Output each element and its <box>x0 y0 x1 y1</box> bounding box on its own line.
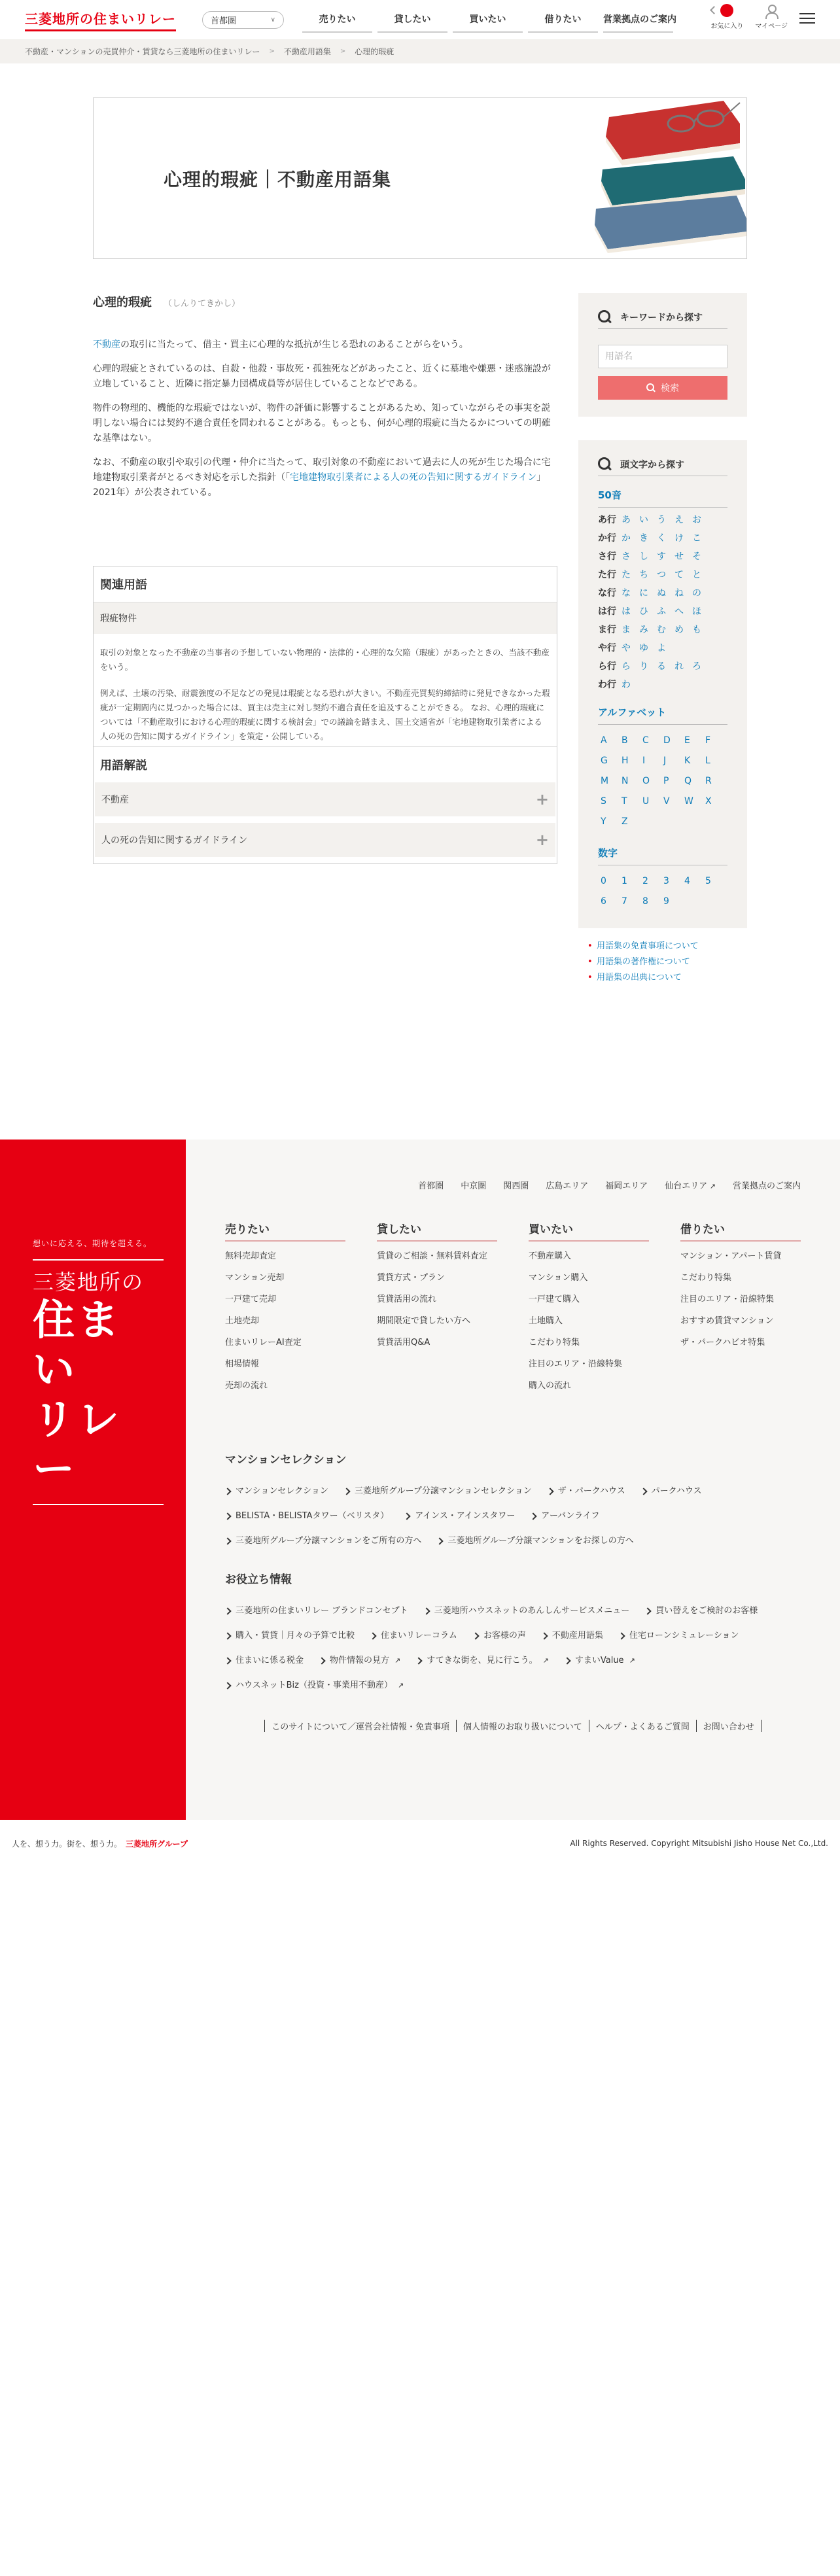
breadcrumb-glossary[interactable]: 不動産用語集 <box>283 47 331 56</box>
footer-tagline: 想いに応える、期待を超える。 <box>33 1239 152 1248</box>
footer-link[interactable]: 賃貸方式・プラン <box>377 1273 446 1283</box>
alphabet-link[interactable]: Q <box>684 775 692 786</box>
area-link[interactable]: 営業拠点のご案内 <box>732 1181 801 1191</box>
kana-row <box>598 568 727 581</box>
kana-row <box>598 586 727 599</box>
kana-link[interactable]: ほ <box>692 606 701 617</box>
accordion-label: 不動産 <box>101 795 129 805</box>
kana-link[interactable]: む <box>657 625 666 635</box>
footer-link[interactable]: 一戸建て売却 <box>225 1295 277 1304</box>
kana-link[interactable]: し <box>639 551 648 562</box>
mansion-links <box>225 1473 801 1548</box>
alphabet-link[interactable]: A <box>601 735 607 746</box>
footer-link[interactable]: マンションセレクション <box>225 1485 328 1498</box>
footer-link[interactable]: 住宅ローンシミュレーション <box>619 1629 739 1643</box>
kana-link[interactable]: て <box>674 570 684 580</box>
number-link[interactable]: 7 <box>621 896 627 907</box>
accordion-item[interactable] <box>95 823 555 857</box>
alphabet-link[interactable]: B <box>621 735 628 746</box>
footer-link[interactable]: 住まいリレーAI査定 <box>225 1338 302 1348</box>
footer-link[interactable]: 買い替えをご検討のお客様 <box>645 1605 758 1618</box>
hero-banner <box>93 97 747 259</box>
glossary-heading: 用語解説 <box>94 746 557 782</box>
footer-link[interactable]: 無料売却査定 <box>225 1251 277 1261</box>
accordion-item[interactable] <box>95 782 555 816</box>
plus-icon: + <box>535 831 549 849</box>
footer-link[interactable]: BELISTA・BELISTAタワー（ベリスタ） <box>225 1510 389 1523</box>
alphabet-section-title: アルファベット <box>598 705 727 725</box>
alphabet-link[interactable]: D <box>663 735 671 746</box>
footer-columns <box>225 1220 801 1393</box>
footer-link[interactable]: 期間限定で貸したい方へ <box>377 1316 471 1326</box>
alphabet-link[interactable]: V <box>663 795 670 807</box>
footer-link[interactable]: ハウスネットBiz（投資・事業用不動産） ↗ <box>225 1679 404 1692</box>
favorites-label: お気に入り <box>710 23 744 30</box>
chevron-right-icon: > <box>269 48 275 55</box>
footer-link[interactable]: 三菱地所の住まいリレー ブランドコンセプト <box>225 1605 408 1618</box>
breadcrumb <box>0 39 840 63</box>
guideline-link[interactable]: 宅地建物取引業者による人の死の告知に関するガイドライン <box>290 472 537 483</box>
useful-section-title: お役立ち情報 <box>225 1573 292 1586</box>
footer-column-title: 貸したい <box>377 1220 497 1242</box>
search-icon <box>598 310 612 324</box>
kana-link[interactable]: ゆ <box>639 643 648 653</box>
region-select[interactable] <box>202 11 284 29</box>
useful-links <box>225 1593 801 1692</box>
footer-link[interactable]: 土地購入 <box>529 1316 563 1326</box>
footer-bottom-link[interactable]: お問い合わせ <box>696 1720 761 1732</box>
site-header <box>0 0 840 39</box>
footer-brand-panel <box>0 1140 186 1820</box>
disclaimer-link[interactable]: • 用語集の免責事項について <box>597 939 747 954</box>
footer-link[interactable]: すてきな街を、見に行こう。 ↗ <box>416 1654 549 1667</box>
site-footer <box>0 1140 840 2576</box>
kana-link[interactable]: ひ <box>639 606 648 617</box>
mansion-section-title: マンションセレクション <box>225 1453 347 1467</box>
kana-link[interactable]: の <box>692 588 701 599</box>
footer-column-title: 売りたい <box>225 1220 345 1242</box>
accordion-label: 人の死の告知に関するガイドライン <box>101 835 248 846</box>
hamburger-menu-icon[interactable] <box>799 13 815 27</box>
footer-link[interactable]: 注目のエリア・沿線特集 <box>680 1295 775 1304</box>
footer-bottom-links <box>225 1720 801 1732</box>
kana-link[interactable]: え <box>674 515 684 525</box>
chevron-down-icon: ∨ <box>270 16 275 24</box>
glossary-info-links <box>578 939 747 986</box>
footer-bottom-link[interactable]: ヘルプ・よくあるご質問 <box>589 1720 696 1732</box>
footer-link[interactable]: 物件情報の見方 ↗ <box>319 1654 400 1667</box>
footer-link[interactable]: 不動産購入 <box>529 1251 572 1261</box>
plus-icon: + <box>535 790 549 809</box>
kana-link[interactable]: ら <box>621 661 631 672</box>
footer-link[interactable]: 賃貸のご相談・無料賃料査定 <box>377 1251 488 1261</box>
footer-column <box>225 1220 345 1393</box>
kana-row <box>598 531 727 544</box>
footer-column <box>680 1220 801 1393</box>
footer-link[interactable]: 三菱地所ハウスネットのあんしんサービスメニュー <box>424 1605 630 1618</box>
footer-link[interactable]: アーバンライフ <box>531 1510 599 1523</box>
kana-row-label: や行 <box>598 643 616 653</box>
keyword-search-title: キーワードから探す <box>620 313 703 323</box>
kana-row <box>598 641 727 654</box>
kana-row <box>598 513 727 526</box>
footer-links-panel <box>186 1140 840 1820</box>
kana-link[interactable]: く <box>657 533 666 544</box>
footer-link[interactable]: こだわり特集 <box>680 1273 732 1283</box>
number-index <box>598 871 729 911</box>
related-terms-heading: 関連用語 <box>94 566 557 602</box>
number-link[interactable]: 5 <box>705 875 711 886</box>
kana-link[interactable]: お <box>692 515 701 525</box>
area-link[interactable]: 中京圏 <box>461 1181 487 1191</box>
area-links <box>225 1179 801 1191</box>
footer-link[interactable]: 注目のエリア・沿線特集 <box>529 1359 623 1369</box>
search-button[interactable] <box>598 376 727 400</box>
term-reading: （しんりてきかし） <box>164 299 241 309</box>
sidebar <box>578 293 747 986</box>
copyright-link[interactable]: • 用語集の著作権について <box>597 954 747 970</box>
kana-row-label: さ行 <box>598 551 616 562</box>
search-icon <box>646 383 656 392</box>
alphabet-link[interactable]: J <box>663 755 667 766</box>
footer-link[interactable]: 賃貸活用Q&A <box>377 1338 430 1348</box>
kana-link[interactable]: ぬ <box>657 588 666 599</box>
breadcrumb-current: 心理的瑕疵 <box>355 47 394 56</box>
search-icon <box>598 457 612 472</box>
kana-row-label: た行 <box>598 570 616 580</box>
footer-column <box>377 1220 497 1393</box>
related-terms-box <box>93 566 557 864</box>
alphabet-link[interactable]: Z <box>621 816 628 827</box>
kana-link[interactable]: あ <box>621 515 631 525</box>
alphabet-link[interactable]: U <box>642 795 650 807</box>
mypage-label: マイページ <box>755 23 788 30</box>
kana-link[interactable]: ろ <box>692 661 701 672</box>
footer-brand-logo[interactable] <box>33 1259 164 1505</box>
alphabet-link[interactable]: E <box>684 735 690 746</box>
group-slogan: 人を、想う力。街を、想う力。 <box>12 1839 122 1849</box>
alphabet-index <box>598 730 729 831</box>
area-link[interactable]: 関西圏 <box>503 1181 529 1191</box>
kana-link[interactable]: ち <box>639 570 648 580</box>
footer-link[interactable]: 住まいリレーコラム <box>370 1629 457 1643</box>
related-term-text: 取引の対象となった不動産の当事者の予想していない物理的・法律的・心理的な欠陥（瑕疵）があったときの、当該不動産をいう。 <box>100 648 550 672</box>
alphabet-link[interactable]: L <box>705 755 710 766</box>
copyright-bar <box>0 1820 840 1867</box>
main-content <box>93 63 747 1140</box>
alphabet-link[interactable]: G <box>601 755 608 766</box>
footer-link[interactable]: 購入・賃貸｜月々の予算で比較 <box>225 1629 355 1643</box>
alphabet-link[interactable]: S <box>601 795 606 807</box>
kana-link[interactable]: へ <box>674 606 684 617</box>
kana-row-label: は行 <box>598 606 616 617</box>
footer-link[interactable]: 土地売却 <box>225 1316 260 1326</box>
kana-row-label: ま行 <box>598 625 616 635</box>
kana-link[interactable]: ね <box>674 588 684 599</box>
alphabet-link[interactable]: I <box>642 755 646 766</box>
area-link[interactable]: 首都圏 <box>418 1181 444 1191</box>
fudosan-link[interactable]: 不動産 <box>93 339 120 350</box>
alphabet-link[interactable]: H <box>621 755 629 766</box>
nav-rent[interactable]: 借りたい <box>528 7 598 33</box>
footer-link[interactable]: 不動産用語集 <box>542 1629 603 1643</box>
books-glasses-image <box>583 97 746 253</box>
nav-lend[interactable]: 貸したい <box>377 7 447 33</box>
footer-link[interactable]: 一戸建て購入 <box>529 1295 580 1304</box>
alphabet-link[interactable]: R <box>705 775 712 786</box>
footer-link[interactable]: 相場情報 <box>225 1359 260 1369</box>
kana-row-label: ら行 <box>598 661 616 672</box>
footer-link[interactable]: 三菱地所グループ分譲マンションをお探しの方へ <box>437 1535 633 1548</box>
alphabet-link[interactable]: X <box>705 795 712 807</box>
kana-link[interactable]: そ <box>692 551 701 562</box>
favorites-button[interactable] <box>710 4 743 30</box>
brand-line: 三菱地所の <box>33 1270 145 1295</box>
group-logo[interactable] <box>12 1838 188 1849</box>
chevron-right-icon: > <box>340 48 346 55</box>
alphabet-link[interactable]: F <box>705 735 711 746</box>
footer-link[interactable]: ザ・パークハウス <box>548 1485 625 1498</box>
footer-link[interactable]: マンション購入 <box>529 1273 588 1283</box>
footer-link[interactable]: ザ・パークハビオ特集 <box>680 1338 765 1348</box>
kana-link[interactable]: せ <box>674 551 684 562</box>
kana-link[interactable]: こ <box>692 533 701 544</box>
number-section-title: 数字 <box>598 846 727 865</box>
footer-bottom-link[interactable]: 個人情報のお取り扱いについて <box>456 1720 589 1732</box>
alphabet-link[interactable]: M <box>601 775 609 786</box>
kana-link[interactable]: つ <box>657 570 666 580</box>
kana-index <box>598 513 727 691</box>
footer-link[interactable]: おすすめ賃貸マンション <box>680 1316 774 1326</box>
footer-link[interactable]: アインス・アインスタワー <box>404 1510 515 1523</box>
kana-link[interactable]: れ <box>674 661 684 672</box>
brand-line: リレー <box>33 1396 122 1494</box>
footer-link[interactable]: 売却の流れ <box>225 1381 268 1391</box>
number-link[interactable]: 9 <box>663 896 669 907</box>
footer-link[interactable]: マンション・アパート賃貸 <box>680 1251 782 1261</box>
alphabet-link[interactable]: K <box>684 755 691 766</box>
number-link[interactable]: 4 <box>684 875 690 886</box>
kana-row <box>598 549 727 563</box>
kana-link[interactable]: き <box>639 533 648 544</box>
area-link[interactable]: 福岡エリア <box>605 1181 648 1191</box>
kana-link[interactable]: や <box>621 643 631 653</box>
initial-search-title: 頭文字から探す <box>620 460 684 470</box>
alphabet-link[interactable]: N <box>621 775 629 786</box>
number-link[interactable]: 1 <box>621 875 627 886</box>
number-link[interactable]: 2 <box>642 875 648 886</box>
alphabet-link[interactable]: C <box>642 735 649 746</box>
kana-row-label: か行 <box>598 533 616 544</box>
kana-link[interactable]: ま <box>621 625 631 635</box>
area-link[interactable]: 仙台エリア ↗ <box>665 1179 716 1191</box>
page-bottom-space <box>0 1867 840 2576</box>
number-link[interactable]: 6 <box>601 896 606 907</box>
kana-link[interactable]: い <box>639 515 648 525</box>
definition-paragraph: 物件の物理的、機能的な瑕疵ではないが、物件の評価に影響することがあるため、知っていながらその事実を説明しない場合には契約不適合責任を問われることがある。もっとも、何が心理的瑕疵に当たるかについての明確な基準はない。 <box>93 403 551 444</box>
kana-link[interactable]: さ <box>621 551 631 562</box>
footer-link[interactable]: 住まいに係る税金 <box>225 1654 304 1667</box>
source-link[interactable]: • 用語集の出典について <box>597 970 747 986</box>
kana-link[interactable]: す <box>657 551 666 562</box>
kana-link[interactable]: り <box>639 661 648 672</box>
kana-link[interactable]: け <box>674 533 684 544</box>
region-select-value: 首都圏 <box>211 16 237 26</box>
footer-link[interactable]: すまいValue ↗ <box>565 1654 635 1667</box>
footer-column <box>529 1220 649 1393</box>
nav-buy[interactable]: 買いたい <box>453 7 523 33</box>
copyright-text: All Rights Reserved. Copyright Mitsubishi Jisho House Net Co.,Ltd. <box>570 1839 828 1848</box>
keyword-search-box <box>578 293 747 417</box>
initial-search-box <box>578 440 747 928</box>
alphabet-link[interactable]: W <box>684 795 693 807</box>
kana-link[interactable]: る <box>657 661 666 672</box>
alphabet-link[interactable]: P <box>663 775 669 786</box>
search-input[interactable] <box>598 345 727 368</box>
mypage-button[interactable] <box>755 4 788 30</box>
kana-link[interactable]: と <box>692 570 701 580</box>
kana-link[interactable]: た <box>621 570 631 580</box>
kana-link[interactable]: か <box>621 533 631 544</box>
brand-line: 住まい <box>33 1297 122 1395</box>
kana-link[interactable]: み <box>639 625 648 635</box>
area-link[interactable]: 広島エリア <box>546 1181 589 1191</box>
kana-row-label: な行 <box>598 588 616 599</box>
kana-row-label: わ行 <box>598 680 616 690</box>
definition-text: の取引に当たって、借主・買主に心理的な抵抗が生じる恐れのあることがらをいう。 <box>120 339 468 350</box>
user-icon <box>765 4 778 18</box>
kana-row <box>598 659 727 672</box>
definition-paragraph <box>93 338 557 353</box>
kana-row <box>598 623 727 636</box>
footer-column-title: 借りたい <box>680 1220 801 1242</box>
kana-link[interactable]: ふ <box>657 606 666 617</box>
footer-link[interactable]: パークハウス <box>641 1485 702 1498</box>
breadcrumb-home[interactable]: 不動産・マンションの売買仲介・賃貸なら三菱地所の住まいリレー <box>25 47 260 56</box>
number-link[interactable]: 0 <box>601 875 606 886</box>
definition-text: 」2021年）が公表されている。 <box>93 472 546 498</box>
alphabet-link[interactable]: O <box>642 775 650 786</box>
term-article <box>93 293 557 986</box>
global-nav <box>302 7 676 33</box>
term-title: 心理的瑕疵 <box>93 296 152 309</box>
number-link[interactable]: 3 <box>663 875 669 886</box>
nav-offices[interactable]: 営業拠点のご案内 <box>603 7 673 33</box>
footer-link[interactable]: お客様の声 <box>473 1629 526 1643</box>
favorites-icon <box>720 4 733 17</box>
kana-row <box>598 678 727 691</box>
footer-link[interactable]: 三菱地所グループ分譲マンションセレクション <box>344 1485 532 1498</box>
footer-link[interactable]: 三菱地所グループ分譲マンションをご所有の方へ <box>225 1535 421 1548</box>
related-term-text: 例えば、土壌の汚染、耐震強度の不足などの発見は瑕疵となる恐れが大きい。不動産売買契約締結時に発見できなかった瑕疵が一定期間内に見つかった場合には、買主は売主に対し契約不適合責任を追及することができる。 なお、心理的瑕疵については「不動産取引における心理的瑕疵に関する検討会」での議論を踏まえ、国土交通省が「宅地建物取引業者による人の死の告知に関するガイドライン」を策定・公開している。 <box>100 688 550 741</box>
page-title: 心理的瑕疵｜不動産用語集 <box>164 168 392 190</box>
kana-link[interactable]: よ <box>657 643 666 653</box>
definition-paragraph: 心理的瑕疵とされているのは、自殺・他殺・事故死・孤独死などがあったこと、近くに墓地や嫌悪・迷惑施設が立地していること、近隣に指定暴力団構成員等が居住していることなどである。 <box>93 364 551 389</box>
footer-link[interactable]: 賃貸活用の流れ <box>377 1295 437 1304</box>
group-name: 三菱地所グループ <box>126 1839 188 1849</box>
kana-row-label: あ行 <box>598 515 616 525</box>
footer-link[interactable]: 購入の流れ <box>529 1381 572 1391</box>
alphabet-link[interactable]: T <box>621 795 627 807</box>
kana-link[interactable]: め <box>674 625 684 635</box>
site-logo[interactable]: 三菱地所の住まいリレー <box>25 9 176 31</box>
term-definition <box>93 338 557 500</box>
kana-link[interactable]: も <box>692 625 701 635</box>
alphabet-link[interactable]: Y <box>601 816 606 827</box>
nav-sell[interactable]: 売りたい <box>302 7 372 33</box>
kana-link[interactable]: わ <box>621 680 631 690</box>
kana-link[interactable]: う <box>657 515 666 525</box>
footer-bottom-link[interactable]: このサイトについて／運営会社情報・免責事項 <box>264 1720 456 1732</box>
search-button-label: 検索 <box>661 383 679 394</box>
header-utilities <box>710 4 815 30</box>
kana-section-title: 50音 <box>598 488 727 508</box>
kana-link[interactable]: に <box>639 588 648 599</box>
kana-row <box>598 604 727 618</box>
kana-link[interactable]: な <box>621 588 631 599</box>
footer-link[interactable]: マンション売却 <box>225 1273 285 1283</box>
number-link[interactable]: 8 <box>642 896 648 907</box>
definition-text: なお、不動産の取引や取引の代理・仲介に当たって、取引対象の不動産において過去に人の死が生じた場合に宅地建物取引業者がとるべき対応を示した指針（「 <box>93 457 551 483</box>
footer-column-title: 買いたい <box>529 1220 649 1242</box>
kana-link[interactable]: は <box>621 606 631 617</box>
related-term-title: 瑕疵物件 <box>94 602 557 634</box>
footer-link[interactable]: こだわり特集 <box>529 1338 580 1348</box>
definition-paragraph <box>93 455 557 500</box>
related-term-body[interactable] <box>94 634 557 746</box>
